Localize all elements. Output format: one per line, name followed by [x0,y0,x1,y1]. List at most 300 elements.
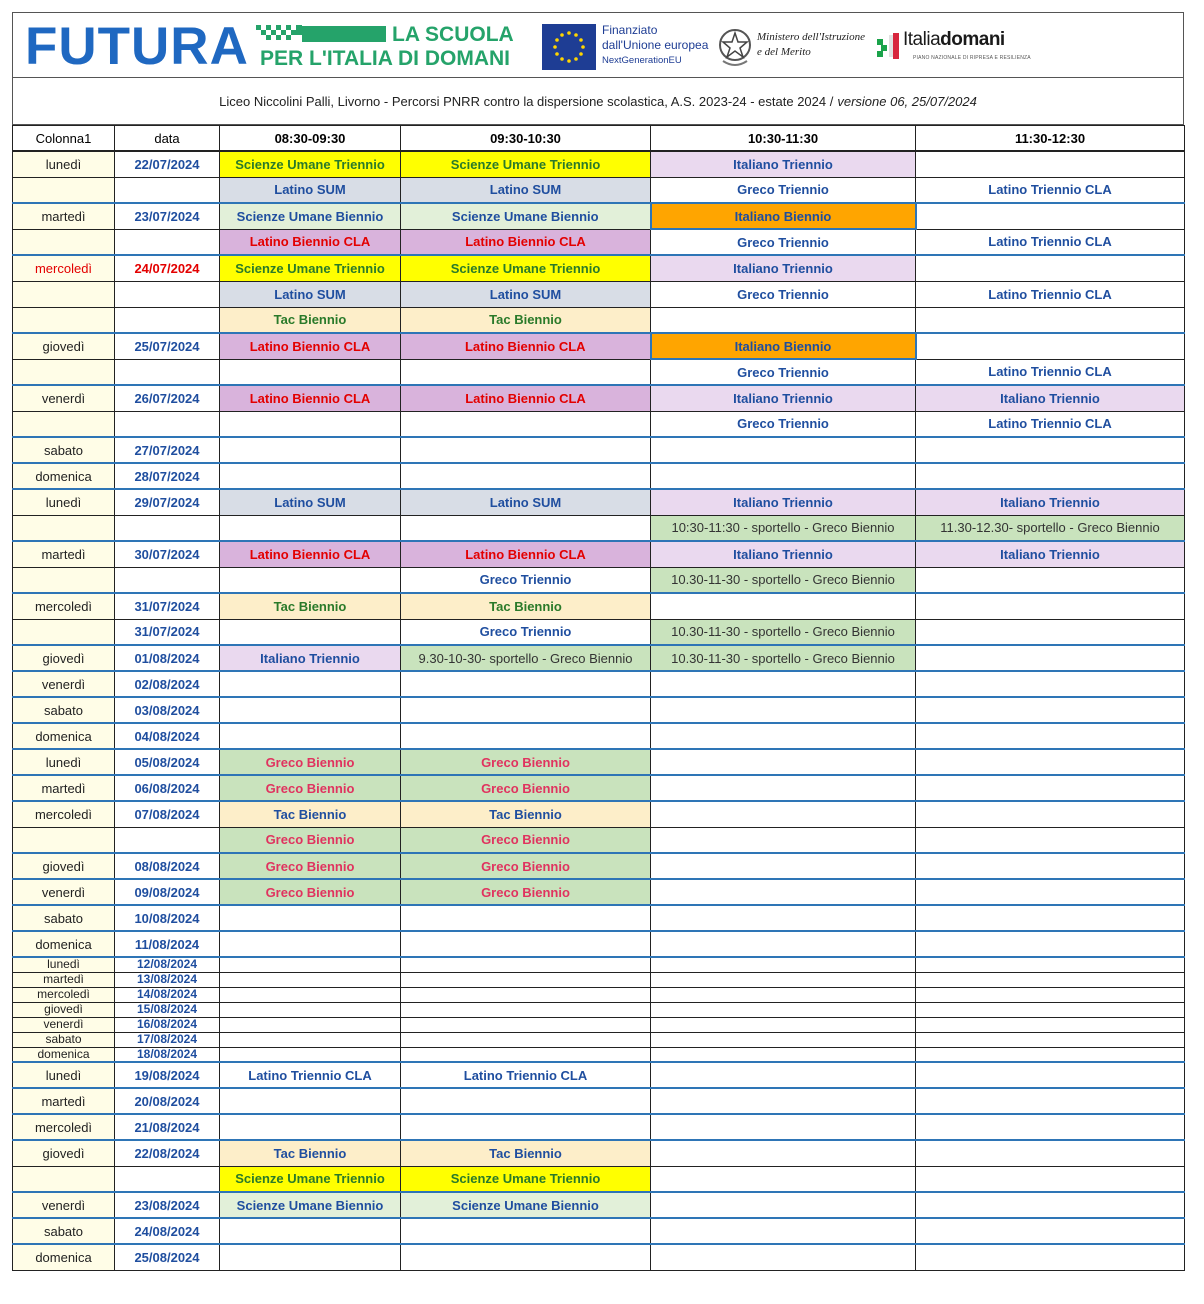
lesson-cell-slot-1: Latino SUM [220,489,401,515]
scuola-line-2: PER L'ITALIA DI DOMANI [260,47,510,70]
lesson-cell-slot-1 [220,1114,401,1140]
lesson-cell-slot-1: Latino Biennio CLA [220,333,401,359]
date-cell: 03/08/2024 [115,697,220,723]
lesson-cell-slot-4 [916,723,1185,749]
lesson-cell-slot-2: Latino Biennio CLA [401,541,651,567]
lesson-cell-slot-3 [651,437,916,463]
day-cell: venerdì [13,1192,115,1218]
day-cell: giovedì [13,1140,115,1166]
lesson-cell-slot-3: 10.30-11-30 - sportello - Greco Biennio [651,567,916,593]
lesson-cell-slot-2: Latino Biennio CLA [401,333,651,359]
date-cell: 16/08/2024 [115,1017,220,1032]
lesson-cell-slot-3 [651,749,916,775]
subtitle-version: versione 06, 25/07/2024 [837,93,977,109]
column-header-slot-1: 08:30-09:30 [220,126,401,152]
lesson-cell-slot-1: Tac Biennio [220,801,401,827]
day-cell: sabato [13,1218,115,1244]
lesson-cell-slot-2 [401,1088,651,1114]
lesson-cell-slot-1 [220,437,401,463]
lesson-cell-slot-4 [916,957,1185,972]
lesson-cell-slot-2 [401,515,651,541]
day-cell: sabato [13,697,115,723]
lesson-cell-slot-1: Latino SUM [220,177,401,203]
lesson-cell-slot-3 [651,1002,916,1017]
lesson-cell-slot-1: Tac Biennio [220,1140,401,1166]
day-cell: venerdì [13,671,115,697]
lesson-cell-slot-4 [916,1218,1185,1244]
lesson-cell-slot-2: Tac Biennio [401,593,651,619]
lesson-cell-slot-3 [651,1088,916,1114]
day-cell: sabato [13,905,115,931]
day-cell [13,229,115,255]
lesson-cell-slot-2: Greco Triennio [401,567,651,593]
day-cell: lunedì [13,749,115,775]
lesson-cell-slot-4: Latino Triennio CLA [916,359,1185,385]
pixel-pattern-icon [256,25,302,49]
date-cell: 18/08/2024 [115,1047,220,1062]
column-header-slot-3: 10:30-11:30 [651,126,916,152]
lesson-cell-slot-1: Tac Biennio [220,307,401,333]
lesson-cell-slot-4: Italiano Triennio [916,385,1185,411]
table-row [13,697,1185,723]
lesson-cell-slot-1: Greco Biennio [220,879,401,905]
day-cell: domenica [13,1244,115,1270]
subtitle-main: Liceo Niccolini Palli, Livorno - Percorsi PNRR contro la dispersione scolastica, A.S. 2023-24 - estate 2024 / [219,93,834,109]
lesson-cell-slot-1 [220,567,401,593]
day-cell: mercoledì [13,1114,115,1140]
column-header-slot-2: 09:30-10:30 [401,126,651,152]
table-row [13,1244,1185,1270]
lesson-cell-slot-4 [916,1002,1185,1017]
lesson-cell-slot-4: Latino Triennio CLA [916,229,1185,255]
lesson-cell-slot-2 [401,957,651,972]
day-cell: lunedì [13,1062,115,1088]
lesson-cell-slot-2 [401,987,651,1002]
day-cell [13,307,115,333]
day-cell: mercoledì [13,801,115,827]
lesson-cell-slot-3 [651,593,916,619]
lesson-cell-slot-2 [401,359,651,385]
date-cell: 21/08/2024 [115,1114,220,1140]
lesson-cell-slot-2: Greco Biennio [401,853,651,879]
lesson-cell-slot-3 [651,972,916,987]
lesson-cell-slot-3: 10.30-11-30 - sportello - Greco Biennio [651,619,916,645]
lesson-cell-slot-3: Italiano Triennio [651,385,916,411]
lesson-cell-slot-1 [220,905,401,931]
lesson-cell-slot-2: Tac Biennio [401,1140,651,1166]
lesson-cell-slot-1 [220,1047,401,1062]
eu-line-3: NextGenerationEU [602,55,682,66]
day-cell: mercoledì [13,987,115,1002]
lesson-cell-slot-1: Italiano Triennio [220,645,401,671]
lesson-cell-slot-1 [220,1032,401,1047]
date-cell: 31/07/2024 [115,593,220,619]
lesson-cell-slot-2 [401,1002,651,1017]
date-cell: 26/07/2024 [115,385,220,411]
lesson-cell-slot-3 [651,801,916,827]
table-row [13,1166,1185,1192]
table-row [13,905,1185,931]
lesson-cell-slot-2 [401,437,651,463]
lesson-cell-slot-4: Latino Triennio CLA [916,177,1185,203]
table-row [13,1002,1185,1017]
date-cell: 23/08/2024 [115,1192,220,1218]
date-cell [115,229,220,255]
date-cell: 08/08/2024 [115,853,220,879]
table-row [13,619,1185,645]
table-row [13,515,1185,541]
day-cell: mercoledì [13,593,115,619]
date-cell: 05/08/2024 [115,749,220,775]
lesson-cell-slot-4 [916,1192,1185,1218]
lesson-cell-slot-1: Scienze Umane Biennio [220,1192,401,1218]
lesson-cell-slot-3 [651,957,916,972]
italian-republic-emblem-icon [717,23,753,69]
lesson-cell-slot-3 [651,723,916,749]
lesson-cell-slot-2 [401,463,651,489]
lesson-cell-slot-2: 9.30-10-30- sportello - Greco Biennio [401,645,651,671]
lesson-cell-slot-1: Latino Triennio CLA [220,1062,401,1088]
lesson-cell-slot-1 [220,671,401,697]
day-cell: venerdì [13,879,115,905]
lesson-cell-slot-2 [401,1032,651,1047]
italia-word: Italia [903,29,941,50]
day-cell [13,827,115,853]
date-cell: 24/07/2024 [115,255,220,281]
lesson-cell-slot-2 [401,671,651,697]
lesson-cell-slot-3: Greco Triennio [651,229,916,255]
table-row [13,541,1185,567]
lesson-cell-slot-4 [916,905,1185,931]
eu-funding-text [602,23,708,68]
day-cell: sabato [13,1032,115,1047]
lesson-cell-slot-4: Latino Triennio CLA [916,411,1185,437]
lesson-cell-slot-4 [916,1114,1185,1140]
table-row [13,749,1185,775]
day-cell [13,515,115,541]
lesson-cell-slot-2 [401,1017,651,1032]
lesson-cell-slot-2: Scienze Umane Triennio [401,1166,651,1192]
lesson-cell-slot-4 [916,1140,1185,1166]
date-cell [115,307,220,333]
lesson-cell-slot-2: Latino Triennio CLA [401,1062,651,1088]
ministry-line-1: Ministero dell'Istruzione [757,31,865,43]
lesson-cell-slot-1 [220,957,401,972]
lesson-cell-slot-2: Latino Biennio CLA [401,385,651,411]
lesson-cell-slot-4: Latino Triennio CLA [916,281,1185,307]
lesson-cell-slot-3: Greco Triennio [651,359,916,385]
lesson-cell-slot-4 [916,931,1185,957]
date-cell: 17/08/2024 [115,1032,220,1047]
date-cell [115,827,220,853]
lesson-cell-slot-3 [651,931,916,957]
lesson-cell-slot-4 [916,151,1185,177]
lesson-cell-slot-4 [916,671,1185,697]
table-row [13,853,1185,879]
date-cell: 22/07/2024 [115,151,220,177]
lesson-cell-slot-4 [916,775,1185,801]
lesson-cell-slot-4 [916,1062,1185,1088]
lesson-cell-slot-3 [651,1140,916,1166]
table-row [13,593,1185,619]
lesson-cell-slot-4 [916,437,1185,463]
lesson-cell-slot-4 [916,567,1185,593]
lesson-cell-slot-2 [401,1244,651,1270]
lesson-cell-slot-3: 10.30-11-30 - sportello - Greco Biennio [651,645,916,671]
day-cell: lunedì [13,151,115,177]
lesson-cell-slot-4 [916,801,1185,827]
lesson-cell-slot-3: Greco Triennio [651,177,916,203]
day-cell: lunedì [13,489,115,515]
lesson-cell-slot-3: Italiano Triennio [651,255,916,281]
date-cell [115,411,220,437]
eu-flag-icon [542,24,596,70]
table-row [13,1032,1185,1047]
lesson-cell-slot-4 [916,827,1185,853]
table-row [13,987,1185,1002]
lesson-cell-slot-2: Tac Biennio [401,801,651,827]
lesson-cell-slot-4 [916,463,1185,489]
lesson-cell-slot-4 [916,593,1185,619]
lesson-cell-slot-4 [916,203,1185,229]
lesson-cell-slot-2 [401,411,651,437]
lesson-cell-slot-3 [651,1192,916,1218]
lesson-cell-slot-3 [651,1244,916,1270]
lesson-cell-slot-4 [916,1017,1185,1032]
table-row [13,957,1185,972]
lesson-cell-slot-2 [401,1047,651,1062]
lesson-cell-slot-1 [220,359,401,385]
lesson-cell-slot-1 [220,1088,401,1114]
header-row [13,126,1185,152]
lesson-cell-slot-2: Scienze Umane Biennio [401,203,651,229]
lesson-cell-slot-4 [916,333,1185,359]
lesson-cell-slot-1: Scienze Umane Triennio [220,255,401,281]
lesson-cell-slot-3: Greco Triennio [651,411,916,437]
table-row [13,723,1185,749]
eu-line-2: dall'Unione europea [602,38,709,52]
lesson-cell-slot-2 [401,931,651,957]
date-cell: 10/08/2024 [115,905,220,931]
table-row [13,437,1185,463]
date-cell: 25/08/2024 [115,1244,220,1270]
lesson-cell-slot-4 [916,749,1185,775]
lesson-cell-slot-2: Latino SUM [401,177,651,203]
italiadomani-subtitle: PIANO NAZIONALE DI RIPRESA E RESILIENZA [913,55,1031,61]
logo-banner [12,12,1184,77]
date-cell: 06/08/2024 [115,775,220,801]
day-cell: domenica [13,1047,115,1062]
day-cell: giovedì [13,853,115,879]
lesson-cell-slot-3 [651,671,916,697]
table-row [13,972,1185,987]
schedule-table [12,125,1185,1271]
lesson-cell-slot-4 [916,879,1185,905]
lesson-cell-slot-2: Tac Biennio [401,307,651,333]
lesson-cell-slot-2: Scienze Umane Triennio [401,151,651,177]
date-cell [115,1166,220,1192]
scuola-line-1: LA SCUOLA [392,23,514,46]
lesson-cell-slot-2: Latino SUM [401,281,651,307]
day-cell: lunedì [13,957,115,972]
day-cell [13,1166,115,1192]
lesson-cell-slot-2: Scienze Umane Biennio [401,1192,651,1218]
lesson-cell-slot-1: Greco Biennio [220,775,401,801]
lesson-cell-slot-1: Scienze Umane Triennio [220,151,401,177]
date-cell: 23/07/2024 [115,203,220,229]
lesson-cell-slot-4 [916,987,1185,1002]
lesson-cell-slot-1: Latino Biennio CLA [220,385,401,411]
table-row [13,1088,1185,1114]
lesson-cell-slot-4 [916,697,1185,723]
lesson-cell-slot-4: 11.30-12.30- sportello - Greco Biennio [916,515,1185,541]
lesson-cell-slot-1 [220,987,401,1002]
lesson-cell-slot-2: Greco Triennio [401,619,651,645]
lesson-cell-slot-3 [651,775,916,801]
day-cell: martedì [13,1088,115,1114]
lesson-cell-slot-2 [401,723,651,749]
day-cell: martedì [13,775,115,801]
table-row [13,203,1185,229]
day-cell [13,411,115,437]
day-cell: domenica [13,931,115,957]
lesson-cell-slot-4 [916,972,1185,987]
scuola-bar [302,26,386,42]
date-cell: 30/07/2024 [115,541,220,567]
day-cell: domenica [13,723,115,749]
lesson-cell-slot-1 [220,1218,401,1244]
table-row [13,177,1185,203]
day-cell: venerdì [13,385,115,411]
lesson-cell-slot-3: Italiano Biennio [651,203,916,229]
lesson-cell-slot-2: Latino SUM [401,489,651,515]
date-cell: 02/08/2024 [115,671,220,697]
lesson-cell-slot-4 [916,255,1185,281]
table-row [13,307,1185,333]
document-subtitle [12,77,1184,125]
lesson-cell-slot-3 [651,853,916,879]
lesson-cell-slot-3 [651,1166,916,1192]
timetable-sheet [12,12,1184,1271]
lesson-cell-slot-1 [220,1002,401,1017]
date-cell: 24/08/2024 [115,1218,220,1244]
table-row [13,671,1185,697]
lesson-cell-slot-3: 10:30-11:30 - sportello - Greco Biennio [651,515,916,541]
lesson-cell-slot-1: Greco Biennio [220,853,401,879]
lesson-cell-slot-3 [651,987,916,1002]
day-cell: domenica [13,463,115,489]
table-row [13,489,1185,515]
lesson-cell-slot-4: Italiano Triennio [916,489,1185,515]
lesson-cell-slot-4 [916,853,1185,879]
table-row [13,931,1185,957]
day-cell: martedì [13,541,115,567]
table-row [13,801,1185,827]
table-row [13,827,1185,853]
lesson-cell-slot-3 [651,1047,916,1062]
lesson-cell-slot-4 [916,1088,1185,1114]
table-row [13,359,1185,385]
date-cell: 28/07/2024 [115,463,220,489]
lesson-cell-slot-3: Italiano Biennio [651,333,916,359]
day-cell [13,567,115,593]
lesson-cell-slot-1 [220,723,401,749]
table-row [13,463,1185,489]
lesson-cell-slot-4 [916,1166,1185,1192]
lesson-cell-slot-3: Italiano Triennio [651,541,916,567]
lesson-cell-slot-4 [916,619,1185,645]
table-row [13,385,1185,411]
day-cell: sabato [13,437,115,463]
day-cell: martedì [13,972,115,987]
date-cell: 09/08/2024 [115,879,220,905]
lesson-cell-slot-3 [651,1218,916,1244]
date-cell: 15/08/2024 [115,1002,220,1017]
lesson-cell-slot-3 [651,463,916,489]
date-cell [115,177,220,203]
ministry-line-2: e del Merito [757,46,811,58]
italiadomani-logo [903,29,1005,51]
date-cell [115,281,220,307]
lesson-cell-slot-1 [220,931,401,957]
table-row [13,333,1185,359]
lesson-cell-slot-1 [220,463,401,489]
lesson-cell-slot-3 [651,879,916,905]
lesson-cell-slot-4 [916,1032,1185,1047]
day-cell: giovedì [13,1002,115,1017]
lesson-cell-slot-1 [220,697,401,723]
column-header-slot-4: 11:30-12:30 [916,126,1185,152]
date-cell: 13/08/2024 [115,972,220,987]
table-row [13,567,1185,593]
domani-word: domani [940,29,1005,50]
lesson-cell-slot-1: Tac Biennio [220,593,401,619]
lesson-cell-slot-4: Italiano Triennio [916,541,1185,567]
lesson-cell-slot-3: Greco Triennio [651,281,916,307]
table-row [13,775,1185,801]
table-row [13,255,1185,281]
lesson-cell-slot-2: Greco Biennio [401,749,651,775]
date-cell [115,567,220,593]
lesson-cell-slot-1: Latino Biennio CLA [220,541,401,567]
lesson-cell-slot-1 [220,972,401,987]
date-cell [115,515,220,541]
table-row [13,229,1185,255]
lesson-cell-slot-3 [651,1114,916,1140]
lesson-cell-slot-1: Latino Biennio CLA [220,229,401,255]
lesson-cell-slot-3 [651,1062,916,1088]
table-row [13,645,1185,671]
lesson-cell-slot-1 [220,411,401,437]
day-cell: martedì [13,203,115,229]
lesson-cell-slot-1: Scienze Umane Biennio [220,203,401,229]
lesson-cell-slot-2 [401,1114,651,1140]
lesson-cell-slot-2: Greco Biennio [401,827,651,853]
date-cell: 20/08/2024 [115,1088,220,1114]
lesson-cell-slot-2 [401,1218,651,1244]
date-cell [115,359,220,385]
date-cell: 27/07/2024 [115,437,220,463]
lesson-cell-slot-4 [916,645,1185,671]
date-cell: 19/08/2024 [115,1062,220,1088]
table-row [13,1192,1185,1218]
ministry-text [757,30,865,60]
eu-line-1: Finanziato [602,23,658,37]
lesson-cell-slot-1: Latino SUM [220,281,401,307]
day-cell [13,619,115,645]
day-cell [13,359,115,385]
table-row [13,1017,1185,1032]
